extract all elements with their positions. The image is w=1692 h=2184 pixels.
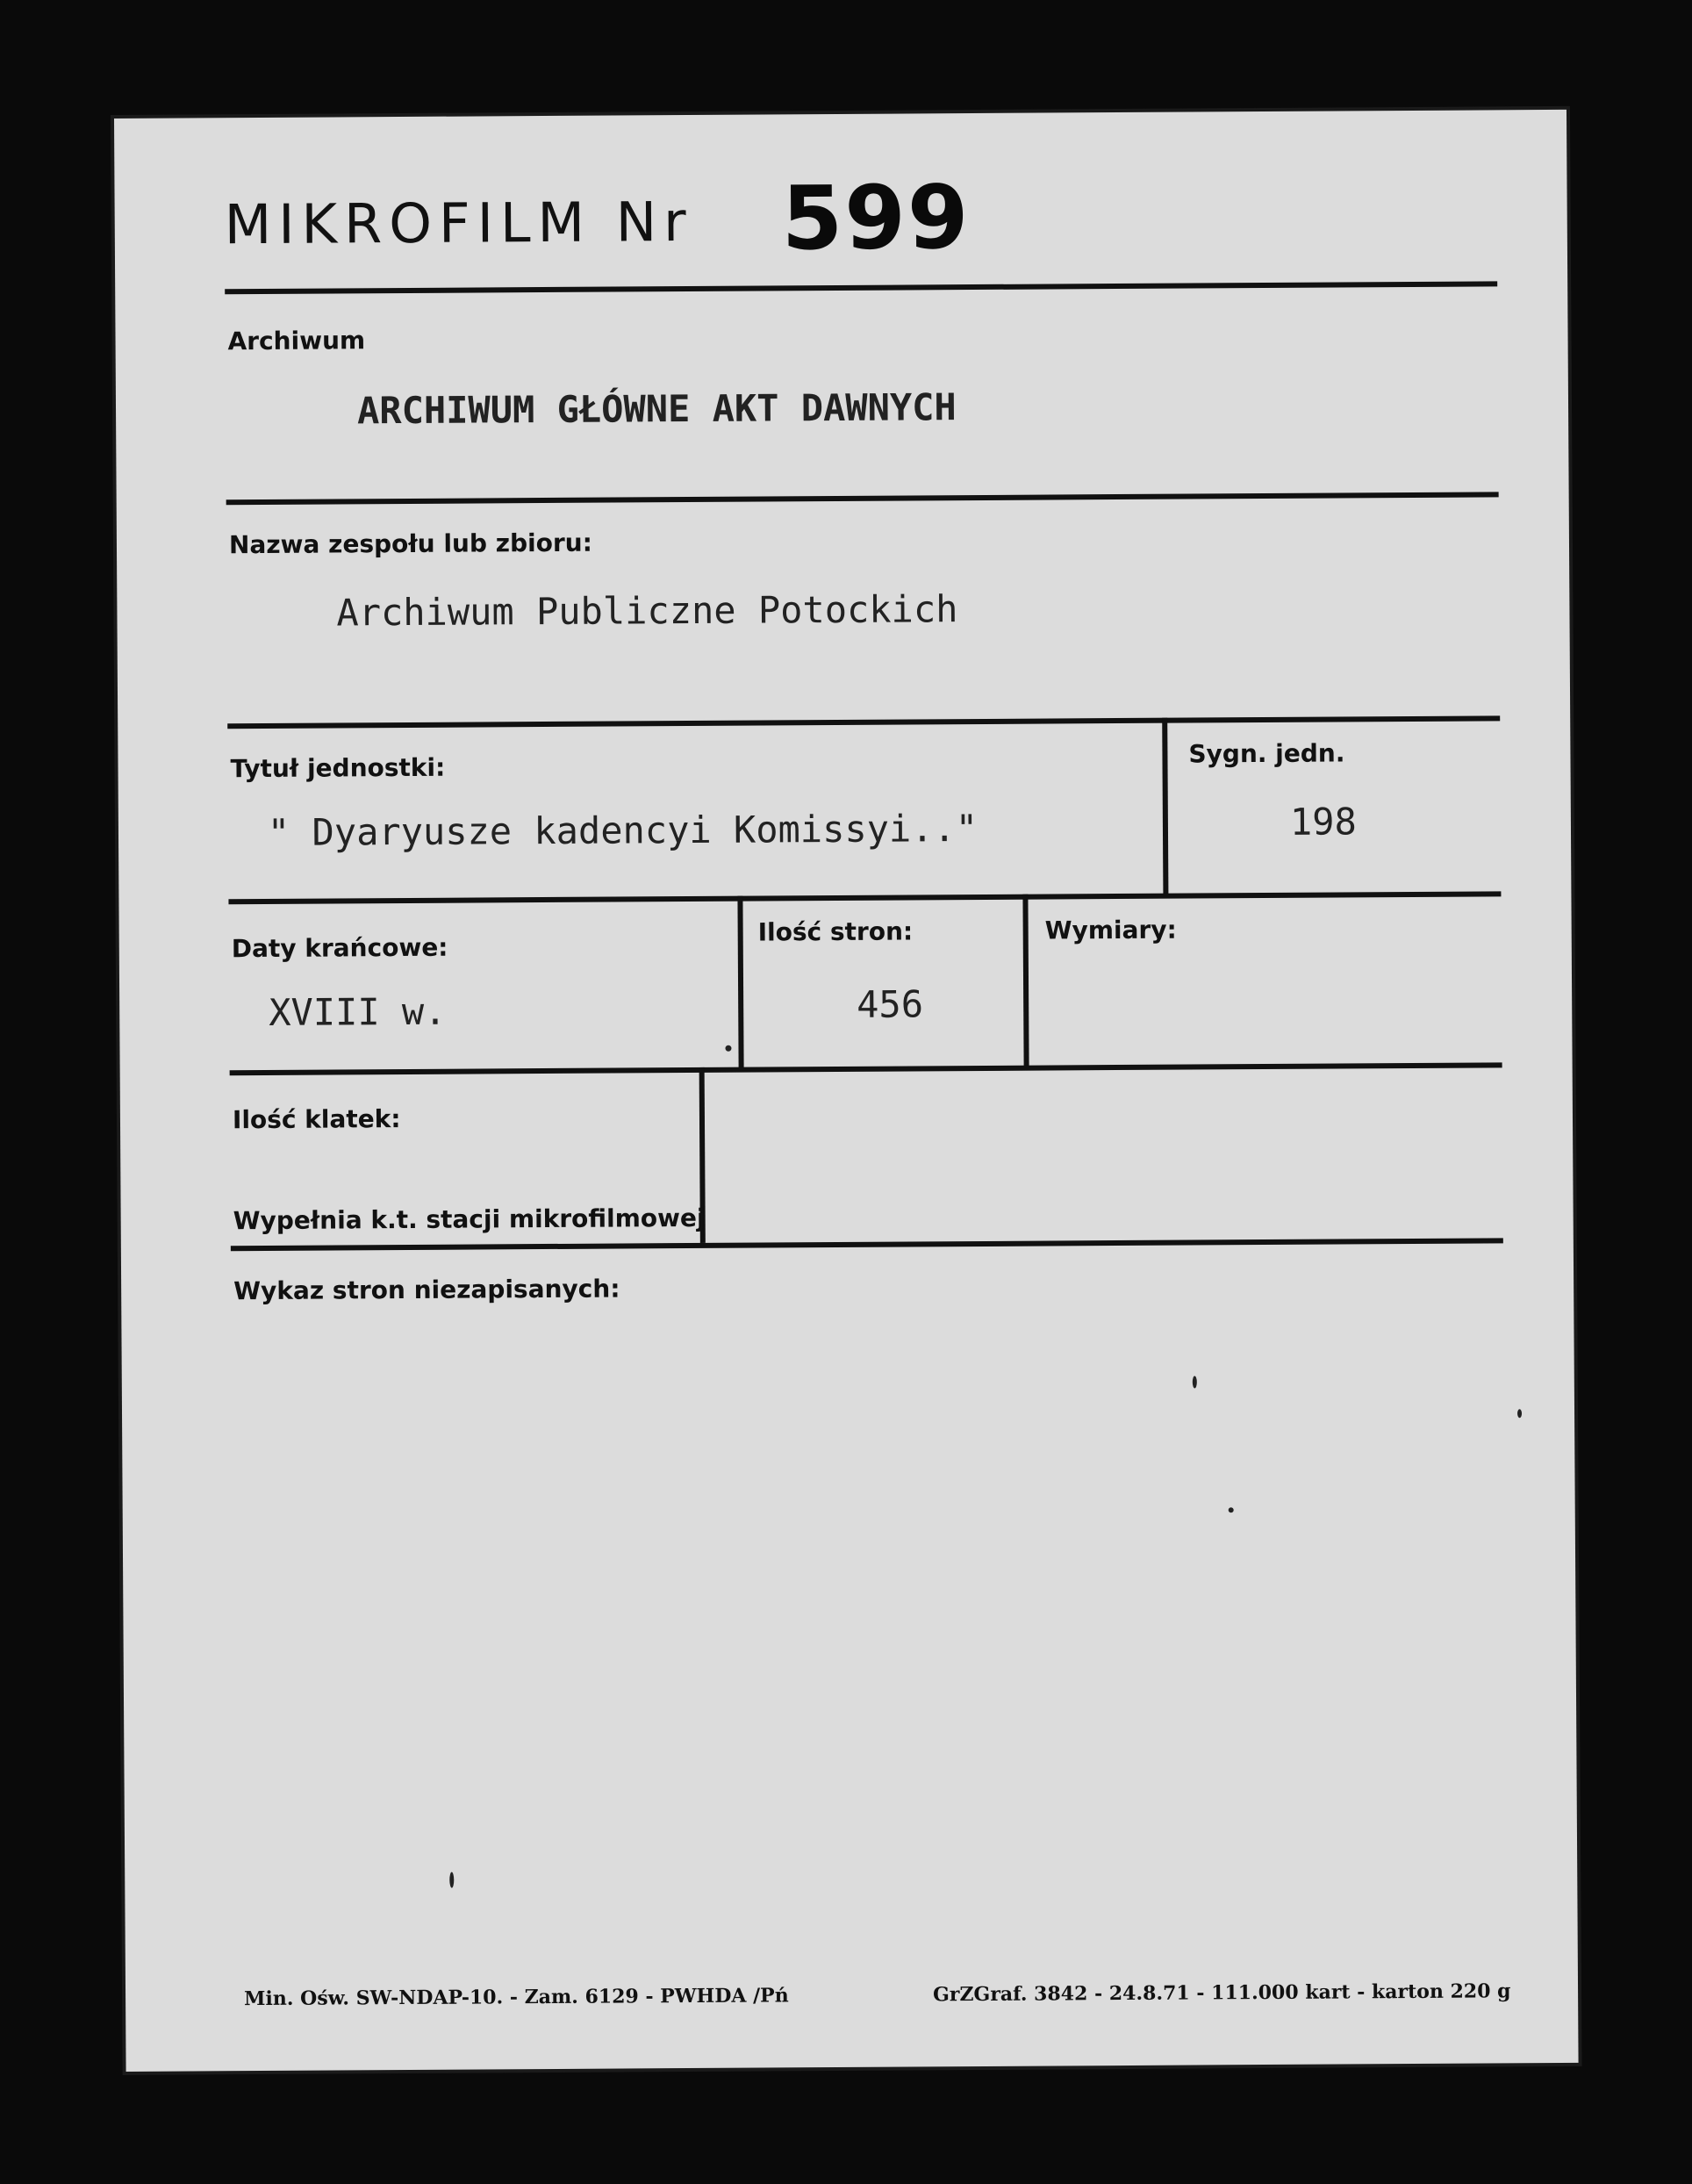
archive-label: Archiwum	[227, 326, 366, 356]
rule-title	[225, 281, 1497, 294]
rule-unit-title	[228, 891, 1501, 904]
signature-label: Sygn. jedn.	[1188, 738, 1345, 769]
collection-label: Nazwa zespołu lub zbioru:	[228, 528, 592, 560]
unit-title-label: Tytuł jednostki:	[230, 752, 446, 784]
divider-pages	[737, 896, 743, 1072]
dust-speck	[725, 1045, 731, 1052]
frames-label: Ilość klatek:	[232, 1104, 401, 1135]
archive-value: ARCHIWUM GŁÓWNE AKT DAWNYCH	[356, 385, 957, 433]
microfilm-number: 599	[781, 166, 971, 270]
footer-print-info-left: Min. Ośw. SW-NDAP-10. - Zam. 6129 - PWHDA /Pń	[244, 1984, 789, 2011]
pages-label: Ilość stron:	[757, 916, 914, 947]
dimensions-label: Wymiary:	[1044, 915, 1177, 945]
unit-title-value: " Dyaryusze kadencyi Komissyi.."	[267, 807, 979, 854]
dust-speck	[1193, 1376, 1197, 1388]
footer-print-info-right: GrZGraf. 3842 - 24.8.71 - 111.000 kart - karton 220 g	[932, 1979, 1511, 2007]
dust-speck	[449, 1872, 454, 1888]
rule-frames	[231, 1238, 1503, 1251]
dust-speck	[1517, 1409, 1522, 1418]
dates-value: XVIII w.	[269, 989, 447, 1034]
collection-value: Archiwum Publiczne Potockich	[336, 587, 958, 635]
divider-dimensions	[1022, 894, 1029, 1070]
rule-dates	[230, 1062, 1502, 1075]
blank-pages-label: Wykaz stron niezapisanych:	[233, 1274, 620, 1306]
rule-archive	[226, 492, 1499, 505]
frames-note: Wypełnia k.t. stacji mikrofilmowej	[233, 1203, 706, 1236]
catalog-card	[114, 110, 1579, 2072]
dust-speck	[1229, 1507, 1234, 1512]
divider-signature	[1162, 718, 1168, 898]
signature-value: 198	[1289, 800, 1357, 844]
pages-value: 456	[857, 982, 924, 1026]
rule-collection	[227, 715, 1500, 729]
card-title: MIKROFILM Nr	[224, 189, 693, 257]
dates-label: Daty krańcowe:	[231, 932, 448, 964]
